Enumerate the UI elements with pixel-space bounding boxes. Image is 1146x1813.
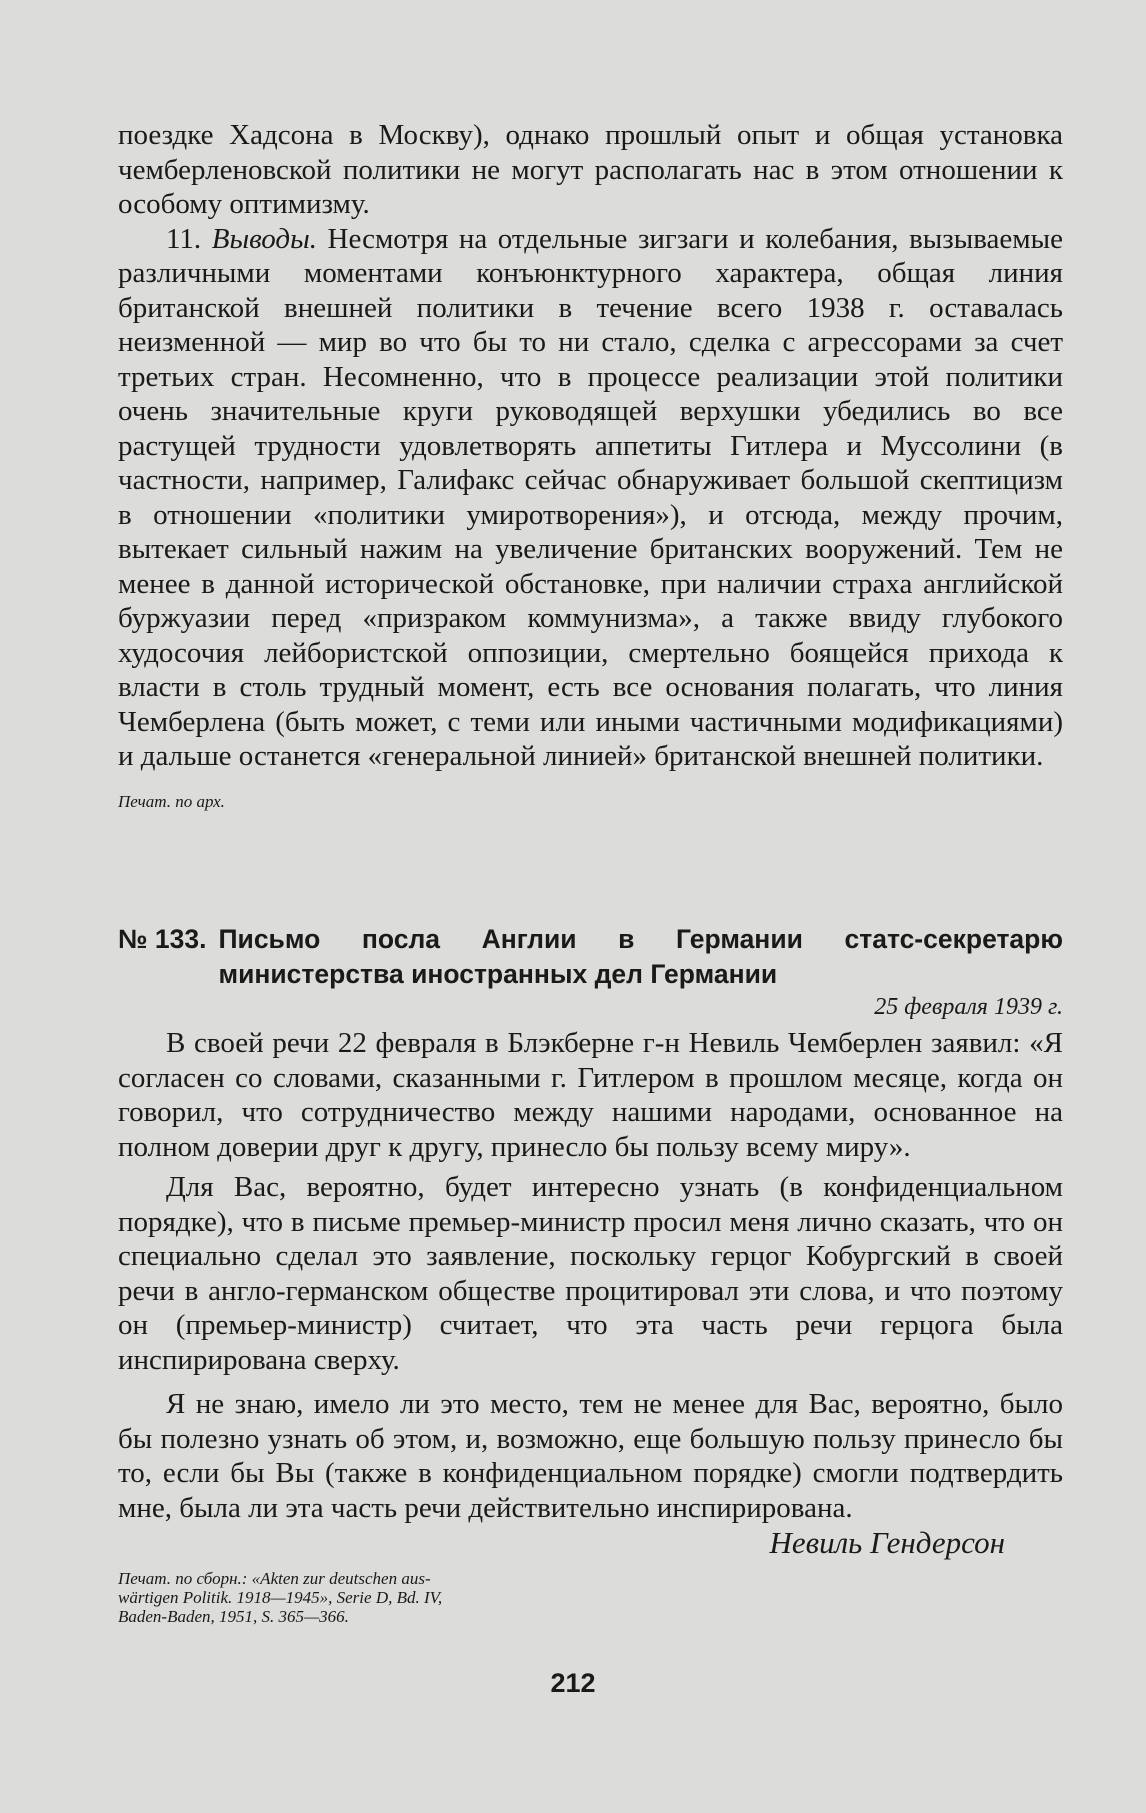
letter-paragraph-3: Я не знаю, имело ли это место, тем не менее для Вас, вероятно, было бы полезно узнать об этом, и, возможно, еще большую пользу принесло бы то, если бы Вы (также в конфиденциальном порядке) смогли подтвердить мне, была ли эта часть речи действительно инспирирована. <box>118 1388 1063 1524</box>
section-label: Выводы. <box>211 222 317 255</box>
document-title: Письмо посла Англии в Германии статс-секретарю министерства иностранных дел Германии <box>218 924 1063 989</box>
conclusions-text: Несмотря на отдельные зигзаги и колебания, вызываемые различными моментами конъюнктурного характера, общая линия британской внешней политики в течение всего 1938 г. оставалась неизменной — мир во что бы то ни стало, сделка с агрессорами за счет третьих стран. Несомненно, что в процессе реализации этой политики очень значительные круги руководящей верхушки убедились во все растущей трудности удовлетворять аппетиты Гитлера и Муссолини (в частности, например, Галифакс сейчас обнаруживает большой скептицизм в отношении «политики умиротворения»), и отсюда, между прочим, вытекает сильный нажим на увеличение британских вооружений. Тем не менее в данной исторической обстановке, при наличии страха английской буржуазии перед «призраком коммунизма», а также ввиду глубокого худосочия лейбористской оппозиции, смертельно боящейся прихода к власти в столь трудный момент, есть все основания полагать, что линия Чемберлена (быть может, с теми или иными частичными модификациями) и дальше останется «генеральной линией» британской внешней политики. <box>118 222 1063 772</box>
page-number: 212 <box>550 1668 596 1698</box>
source-line-2: wärtigen Politik. 1918—1945», Serie D, Bd. IV, <box>118 1588 443 1607</box>
letter-paragraph-2: Для Вас, вероятно, будет интересно узнать (в конфиденциальном порядке), что в письме премьер-министр просил меня лично сказать, что он специально сделал это заявление, поскольку герцог Кобургский в своей речи в англо-германском обществе процитировал эти слова, и что поэтому он (премьер-министр) считает, что эта часть речи герцога была инспирирована сверху. <box>118 1171 1063 1376</box>
document-heading <box>118 922 1063 992</box>
paragraph-conclusions <box>118 222 1063 774</box>
section-number: 11. <box>166 222 212 255</box>
source-line-1: Печат. по сборн.: «Akten zur deutschen aus- <box>118 1569 431 1588</box>
source-note-collection <box>118 1569 1063 1626</box>
document-date: 25 февраля 1939 г. <box>874 994 1063 1020</box>
source-line-3: Baden-Baden, 1951, S. 365—366. <box>118 1607 349 1626</box>
signature: Невиль Гендерсон <box>769 1525 1005 1560</box>
document-133 <box>118 922 1063 1626</box>
source-note-archive: Печат. по арх. <box>118 791 225 811</box>
paragraph-continuation: поездке Хадсона в Москву), однако прошлый опыт и общая установка чемберленовской политики не могут располагать нас в этом отношении к особому оптимизму. <box>118 119 1063 220</box>
letter-paragraph-1: В своей речи 22 февраля в Блэкберне г-н Невиль Чемберлен заявил: «Я согласен со словами, сказанными г. Гитлером в прошлом месяце, когда он говорил, что сотрудничество между нашими народами, основанное на полном доверии друг к другу, принесло бы пользу всему миру». <box>118 1027 1063 1163</box>
top-text-block <box>118 118 1063 811</box>
document-number: № 133. <box>118 924 207 954</box>
